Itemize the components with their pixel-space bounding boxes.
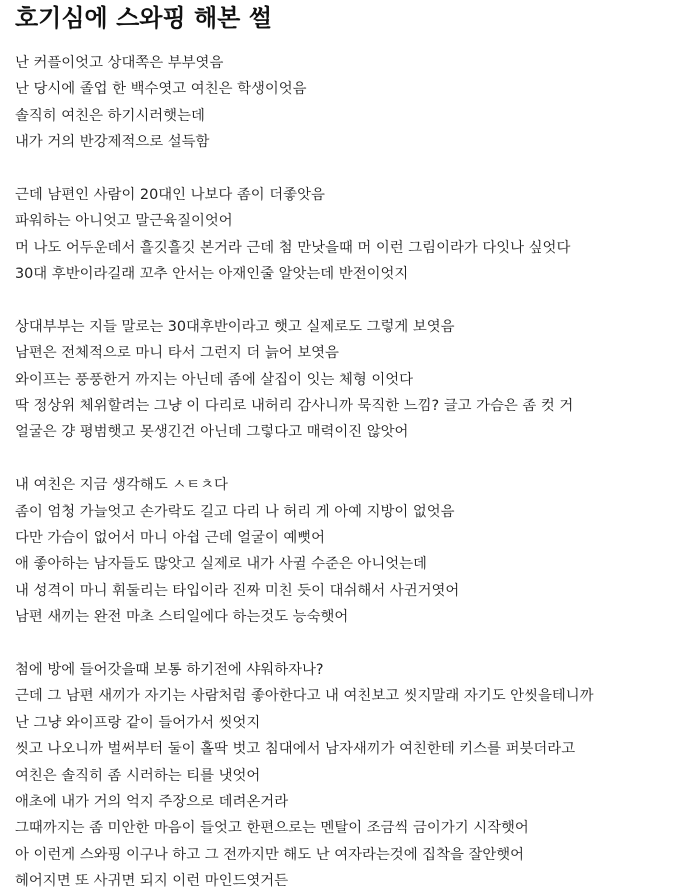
text-line: 애초에 내가 거의 억지 주장으로 데려온거라 xyxy=(15,793,289,810)
text-line: 애 좋아하는 남자들도 많앗고 실제로 내가 사귈 수준은 아니엇는데 xyxy=(15,556,427,573)
text-line: 난 커플이엇고 상대쪽은 부부엿음 xyxy=(15,55,224,71)
text-line: 파워하는 아니엇고 말근육질이엇어 xyxy=(15,213,233,230)
text-line: 여친은 솔직히 좀 시러하는 티를 냇엇어 xyxy=(15,767,261,784)
paragraph xyxy=(15,182,685,288)
text-line: 근데 남편인 사람이 20대인 나보다 좀이 더좋앗음 xyxy=(15,186,325,203)
text-line: 30대 후반이라길래 꼬추 안서는 아재인줄 알앗는데 반전이엇지 xyxy=(15,266,409,283)
text-line: 헤어지면 또 사귀면 되지 이런 마인드엿거든 xyxy=(15,873,289,890)
text-line: 남편은 전체적으로 마니 타서 그런지 더 늙어 보엿음 xyxy=(15,345,339,362)
text-line: 아 이런게 스와핑 이구나 하고 그 전까지만 해도 난 여자라는것에 집착을 잘안햇어 xyxy=(15,846,525,863)
text-line: 내가 거의 반강제적으로 설득함 xyxy=(15,134,210,151)
text-line: 좀이 엄청 가늘엇고 손가락도 길고 다리 나 허리 게 아예 지방이 없엇음 xyxy=(15,503,455,520)
post-container xyxy=(15,0,685,895)
paragraph-spacer xyxy=(15,288,685,314)
text-line: 난 그냥 와이프랑 같이 들어가서 씻엇지 xyxy=(15,714,261,731)
post-body xyxy=(15,50,685,895)
text-line: 그때까지는 좀 미안한 마음이 들엇고 한편으로는 멘탈이 조금씩 금이가기 시작햇어 xyxy=(15,820,529,837)
paragraph xyxy=(15,50,685,156)
text-line: 내 여친은 지금 생각해도 ㅅㅌㅊ다 xyxy=(15,477,228,494)
paragraph-spacer xyxy=(15,631,685,657)
paragraph xyxy=(15,657,685,895)
text-line: 얼굴은 걍 평범햇고 못생긴건 아닌데 그렇다고 매력이진 않앗어 xyxy=(15,424,409,441)
paragraph-spacer xyxy=(15,446,685,472)
text-line: 남편 새끼는 완전 마초 스티일에다 하는것도 능숙햇어 xyxy=(15,609,349,626)
text-line: 다만 가슴이 없어서 마니 아쉽 근데 얼굴이 예뻣어 xyxy=(15,530,326,547)
text-line: 근데 그 남편 새끼가 자기는 사람처럼 좋아한다고 내 여친보고 씻지말래 자기도 안씻을테니까 xyxy=(15,688,594,705)
text-line: 상대부부는 지들 말로는 30대후반이라고 햇고 실제로도 그렇게 보엿음 xyxy=(15,318,455,335)
text-line: 난 당시에 졸업 한 백수엿고 여친은 학생이엇음 xyxy=(15,81,307,98)
text-line: 머 나도 어두운데서 흘깃흘깃 본거라 근데 첨 만낫을때 머 이런 그림이라가 다잇나 싶엇다 xyxy=(15,239,571,256)
text-line: 딱 정상위 체위할려는 그냥 이 다리로 내허리 감사니까 묵직한 느낌? 글고 가슴은 좀 컷 거 xyxy=(15,398,574,415)
text-line: 와이프는 풍풍한거 까지는 아닌데 좀에 살집이 잇는 체형 이엇다 xyxy=(15,371,414,388)
post-title: 호기심에 스와핑 해본 썰 xyxy=(15,4,272,32)
paragraph-spacer xyxy=(15,156,685,182)
text-line: 씻고 나오니까 벌써부터 둘이 홀딱 벗고 침대에서 남자새끼가 여친한테 키스를 퍼븟더라고 xyxy=(15,741,576,758)
paragraph xyxy=(15,314,685,446)
text-line: 첨에 방에 들어갓을때 보통 하기전에 샤워하자나? xyxy=(15,661,324,678)
paragraph xyxy=(15,472,685,630)
text-line: 내 성격이 마니 휘둘리는 타입이라 진짜 미친 듯이 대쉬해서 사귄거엿어 xyxy=(15,582,460,599)
text-line: 솔직히 여친은 하기시러햇는데 xyxy=(15,107,205,124)
